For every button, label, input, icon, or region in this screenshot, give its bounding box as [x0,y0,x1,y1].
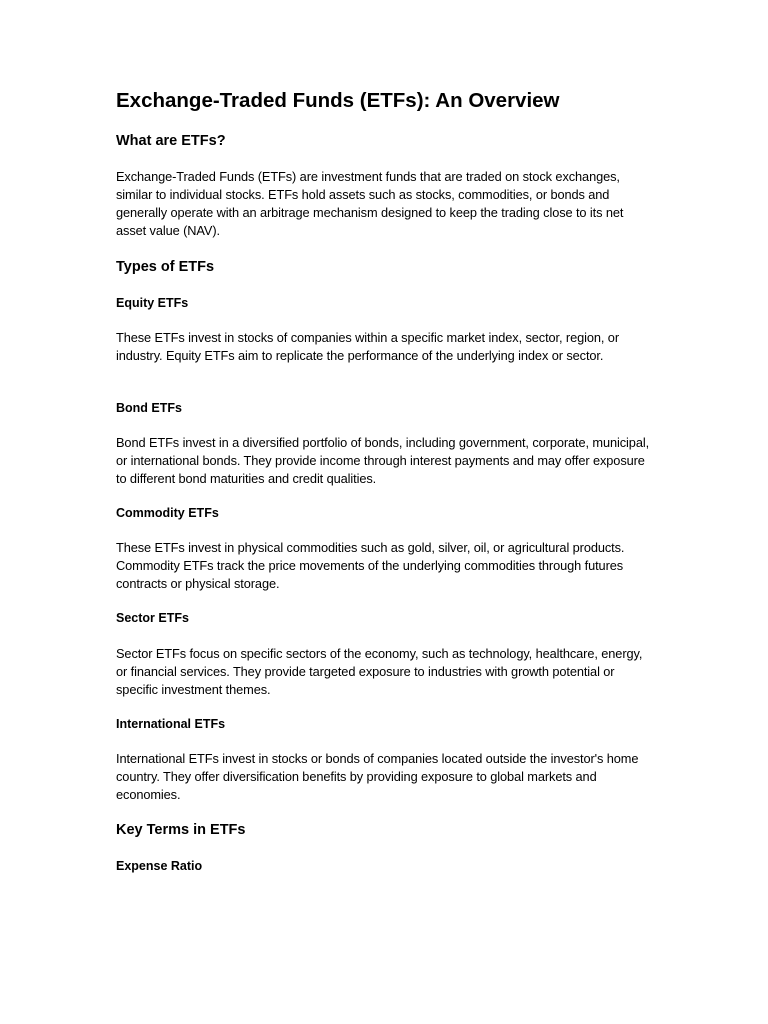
section-heading-what-are-etfs: What are ETFs? [116,133,226,149]
document-title: Exchange-Traded Funds (ETFs): An Overview [116,89,560,112]
bond-etfs-paragraph: Bond ETFs invest in a diversified portfolio of bonds, including government, corporate, municipal, or international bonds. They provide income through interest payments and may offer exposure to different bond maturities and credit qualities. [116,435,650,486]
subheading-bond-etfs: Bond ETFs [116,401,182,415]
sector-etfs-paragraph: Sector ETFs focus on specific sectors of the economy, such as technology, healthcare, energy, or financial services. They provide targeted exposure to industries with growth potential or specific investment themes. [116,646,643,697]
what-are-etfs-paragraph: Exchange-Traded Funds (ETFs) are investment funds that are traded on stock exchanges, similar to individual stocks. ETFs hold assets such as stocks, commodities, or bonds and generally operate with an arbitrage mechanism designed to keep the trading close to its net asset value (NAV). [116,169,624,238]
subheading-equity-etfs: Equity ETFs [116,296,189,310]
subheading-expense-ratio: Expense Ratio [116,859,203,873]
section-heading-key-terms: Key Terms in ETFs [116,822,246,838]
commodity-etfs-paragraph: These ETFs invest in physical commodities such as gold, silver, oil, or agricultural products. Commodity ETFs track the price movements of the underlying commodities through futures contracts or physical storage. [116,540,625,591]
international-etfs-paragraph: International ETFs invest in stocks or bonds of companies located outside the investor's home country. They offer diversification benefits by providing exposure to global markets and economies. [116,751,639,802]
equity-etfs-paragraph: These ETFs invest in stocks of companies within a specific market index, sector, region, or industry. Equity ETFs aim to replicate the performance of the underlying index or sector. [116,330,619,363]
subheading-commodity-etfs: Commodity ETFs [116,506,219,520]
subheading-sector-etfs: Sector ETFs [116,611,189,625]
section-heading-types-of-etfs: Types of ETFs [116,259,215,275]
subheading-international-etfs: International ETFs [116,717,226,731]
